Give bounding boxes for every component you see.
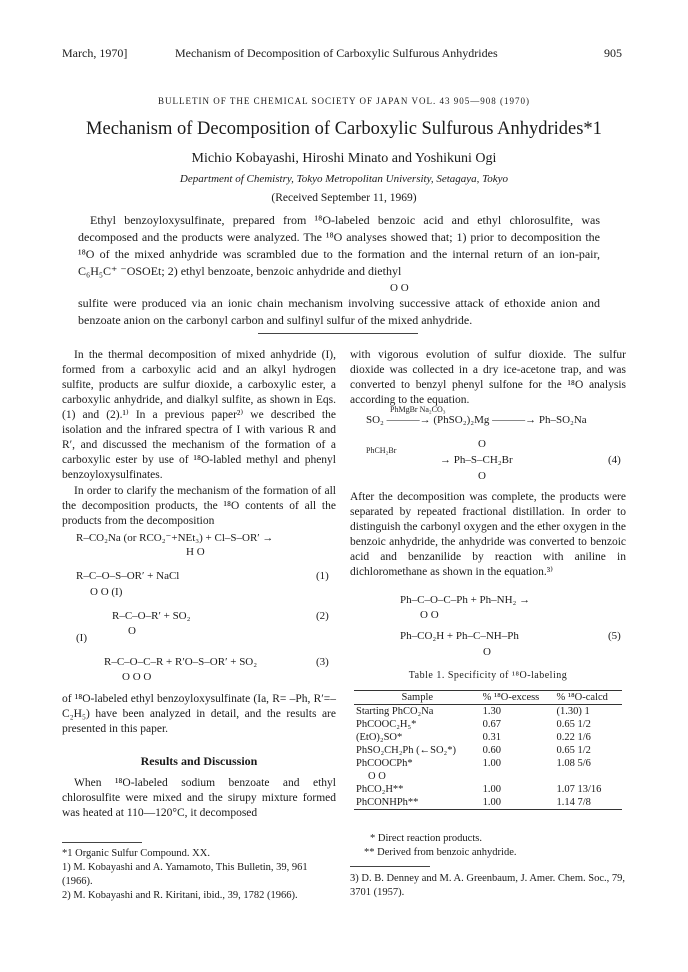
column-header: % ¹⁸O-calcd <box>556 692 608 703</box>
table-cell: Starting PhCO₂Na <box>356 706 434 717</box>
footnote-3: 2) M. Kobayashi and R. Kiritani, ibid., 39, 1782 (1966). <box>62 890 298 901</box>
section-heading: Results and Discussion <box>140 754 258 768</box>
table-row <box>354 770 622 783</box>
footnote-divider-right <box>350 866 430 867</box>
equation-d-marks: O O O <box>122 671 152 683</box>
equation-sulfone-2: → Ph–S–CH₂Br <box>440 454 513 466</box>
table-header-row <box>354 691 622 705</box>
footnote-divider-left <box>62 842 142 843</box>
column-header: % ¹⁸O-excess <box>482 692 540 703</box>
table-cell: 1.08 5/6 <box>556 758 591 769</box>
table-row <box>354 718 622 731</box>
table-cell: (EtO)₂SO* <box>356 732 403 743</box>
method-paragraph: with vigorous evolution of sulfur dioxide. The sulfur dioxide was collected in a dry ice-acetone trap, and was converted to benzyl phenyl sulfone for the ¹⁸O analysis according to the equation. <box>350 349 626 406</box>
equation-sulfone-top-o: O <box>478 438 486 450</box>
table-note-direct: * Direct reaction products. <box>370 833 482 844</box>
equation-1-number: (1) <box>316 570 329 582</box>
table-row <box>354 757 622 770</box>
table-note-derived: ** Derived from benzoic anhydride. <box>364 847 517 858</box>
table-cell: PhCO₂H** <box>356 784 404 795</box>
footnote-1: *1 Organic Sulfur Compound. XX. <box>62 848 210 859</box>
table-cell <box>554 770 622 783</box>
abstract-divider <box>258 333 418 334</box>
table-cell: 1.30 <box>482 706 501 717</box>
intro-paragraph: In the thermal decomposition of mixed anhydride (I), formed from a carboxylic acid and an alkyl hydrogen sulfite, products are sulfur dioxide, a carboxylic ester, a carboxylic anhydride, and dialkyl sulfite, as shown in Eqs. (1) and (2).¹⁾ In a previous paper²⁾ we described the isolation and the infrared spectra of I with various R and R′, and discussed the mechanism of the formation of a carboxylic ester by use of ¹⁸O-labled methyl and phenyl benzoyloxysulfinates. <box>62 349 336 481</box>
equation-products-marks: O <box>483 646 491 658</box>
abstract-part2: sulfite were produced via an ionic chain mechanism involving successive attack of ethoxide anion and benzoate anion on the carbonyl carbon and sulfinyl sulfur of the mixed anhydride. <box>78 296 600 327</box>
table-caption: Table 1. Specificity of ¹⁸O-labeling <box>408 670 568 681</box>
footnote-2: 1) M. Kobayashi and A. Yamamoto, This Bulletin, 39, 961 (1966). <box>62 862 308 887</box>
distillation-paragraph: After the decomposition was complete, the products were separated by repeated fractional distillation. In order to distinguish the carbonyl oxygen and the ether oxygen in the benzoic anhydride, the anhydride was converted to benzoic acid and benzanilide by reaction with aniline in dichloromethane as shown in the equation.³⁾ <box>350 491 626 578</box>
footnotes-left <box>62 847 336 903</box>
equation-c: R–C–O–R′ + SO₂ <box>112 610 191 622</box>
equation-sulfone-1: SO₂ ———→ (PhSO₂)₂Mg ———→ Ph–SO₂Na <box>366 414 587 426</box>
equation-b-marks: O O (I) <box>90 586 123 598</box>
equation-a-marks: H O <box>186 546 205 558</box>
table-cell: 1.00 <box>482 784 501 795</box>
table-row <box>354 744 622 757</box>
table-cell: 1.00 <box>482 758 501 769</box>
equation-sulfone-reagent: PhCH₂Br <box>366 446 397 455</box>
table-cell: 0.67 <box>482 719 501 730</box>
results-intro: of ¹⁸O-labeled ethyl benzoyloxysulfinate (Ia, R= –Ph, R′=–C₂H₅) have been analyzed in detail, and the results are presented in this paper. <box>62 693 336 735</box>
table-row <box>354 705 622 719</box>
equation-products: Ph–CO₂H + Ph–C–NH–Ph <box>400 630 519 642</box>
footnote-4: 3) D. B. Denney and M. A. Greenbaum, J. Amer. Chem. Soc., 79, 3701 (1957). <box>350 873 626 898</box>
intro-paragraph-2: In order to clarify the mechanism of the formation of all the decomposition products, the ¹⁸O contents of all the products from the decomposition <box>62 485 336 527</box>
equation-anhydride-marks: O O <box>420 609 439 621</box>
paper-title: Mechanism of Decomposition of Carboxylic Sulfurous Anhydrides*1 <box>86 119 602 139</box>
equation-4-number: (4) <box>608 454 621 466</box>
table-cell <box>481 770 555 783</box>
column-header: Sample <box>401 692 434 703</box>
equation-3-number: (3) <box>316 656 329 668</box>
table-cell: 0.60 <box>482 745 501 756</box>
received-date: (Received September 11, 1969) <box>271 192 417 204</box>
table-cell: PhCONHPh** <box>356 797 419 808</box>
running-header-date: March, 1970] <box>62 46 128 60</box>
table-cell: PhCOOC₂H₅* <box>356 719 417 730</box>
equation-anhydride: Ph–C–O–C–Ph + Ph–NH₂ → <box>400 594 531 606</box>
table-cell: 1.07 13/16 <box>556 784 602 795</box>
authors: Michio Kobayashi, Hiroshi Minato and Yoshikuni Ogi <box>191 151 497 166</box>
table-cell: 1.14 7/8 <box>556 797 591 808</box>
table-cell: O O <box>368 771 386 782</box>
equation-a: R–CO₂Na (or RCO₂⁻+NEt₃) + Cl–S–OR′ → <box>76 532 274 544</box>
equation-4-reagents: PhMgBr Na₂CO₃ <box>390 405 446 414</box>
table-cell: (1.30) 1 <box>556 706 590 717</box>
equation-5-number: (5) <box>608 630 621 642</box>
table-cell: 0.65 1/2 <box>556 745 591 756</box>
table-cell: 1.00 <box>482 797 501 808</box>
page-number: 905 <box>604 46 622 60</box>
affiliation: Department of Chemistry, Tokyo Metropolitan University, Setagaya, Tokyo <box>179 173 509 185</box>
table-row <box>354 731 622 744</box>
table-cell: 0.65 1/2 <box>556 719 591 730</box>
abstract-part1: Ethyl benzoyloxysulfinate, prepared from ¹⁸O-labeled benzoic acid and ethyl chlorosulfite, was decomposed and the products were analyzed. The ¹⁸O analyses showed that; 1) prior to decomposition the ¹⁸O of the mixed anhydride was scrambled due to the formation and the internal return of an ion-pair, C₆H₅C⁺ ⁻OSOEt; 2) ethyl benzoate, benzoic anhydride and diethyl <box>78 213 600 278</box>
equation-sulfone-bottom-o: O <box>478 470 486 482</box>
equation-2-number: (2) <box>316 610 329 622</box>
running-header-title: Mechanism of Decomposition of Carboxylic Sulfurous Anhydrides <box>175 46 498 60</box>
abstract-oxygen-marks: O O <box>390 282 409 294</box>
table-cell: 0.31 <box>482 732 501 743</box>
table-row <box>354 796 622 810</box>
journal-line: BULLETIN OF THE CHEMICAL SOCIETY OF JAPAN VOL. 43 905—908 (1970) <box>158 96 530 106</box>
equation-i-label: (I) <box>76 632 87 644</box>
results-paragraph: When ¹⁸O-labeled sodium benzoate and ethyl chlorosulfite were mixed and the sirupy mixture formed was heated at 110—120°C, it decomposed <box>62 777 336 819</box>
equation-c-marks: O <box>128 625 136 637</box>
equation-d: R–C–O–C–R + R′O–S–OR′ + SO₂ <box>104 656 258 668</box>
table-cell: PhCOOCPh* <box>356 758 413 769</box>
table-row <box>354 783 622 796</box>
table-cell: 0.22 1/6 <box>556 732 591 743</box>
equation-b: R–C–O–S–OR′ + NaCl <box>76 570 180 582</box>
footnotes-right <box>350 872 626 900</box>
table-cell: PhSO₂CH₂Ph (←SO₂*) <box>356 745 456 756</box>
specificity-table <box>354 690 622 810</box>
